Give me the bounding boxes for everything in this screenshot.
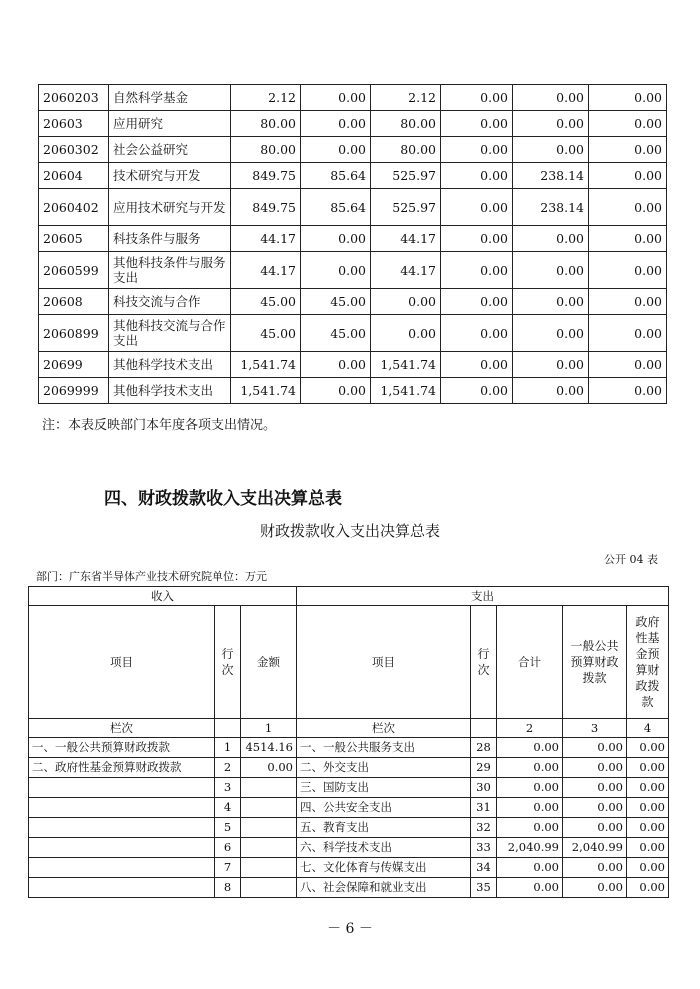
value-upper: 0.00 xyxy=(441,137,513,163)
table-row xyxy=(39,111,667,137)
expense-fund: 0.00 xyxy=(627,798,669,818)
table-row xyxy=(39,315,667,352)
expense-fund: 0.00 xyxy=(627,858,669,878)
item-name: 自然科学基金 xyxy=(109,85,231,111)
item-code: 2060302 xyxy=(39,137,109,163)
value-basic: 0.00 xyxy=(301,137,371,163)
item-code: 2060402 xyxy=(39,189,109,226)
item-code: 20605 xyxy=(39,226,109,252)
value-business: 238.14 xyxy=(513,189,589,226)
income-item: 二、政府性基金预算财政拨款 xyxy=(29,758,215,778)
expense-fund: 0.00 xyxy=(627,758,669,778)
value-other: 0.00 xyxy=(589,252,667,289)
table-row xyxy=(39,163,667,189)
table-row xyxy=(39,252,667,289)
value-upper: 0.00 xyxy=(441,111,513,137)
table-row xyxy=(39,137,667,163)
expense-item: 二、外交支出 xyxy=(297,758,471,778)
income-line: 4 xyxy=(215,798,241,818)
expenditure-detail-body xyxy=(39,85,667,404)
value-project: 0.00 xyxy=(371,315,441,352)
item-name: 其他科学技术支出 xyxy=(109,352,231,378)
expense-total: 0.00 xyxy=(497,818,563,838)
item-code: 20699 xyxy=(39,352,109,378)
income-amount: 0.00 xyxy=(241,758,297,778)
expense-fund: 0.00 xyxy=(627,878,669,898)
value-business: 0.00 xyxy=(513,315,589,352)
table-row xyxy=(29,878,669,898)
expense-line: 35 xyxy=(471,878,497,898)
income-line: 3 xyxy=(215,778,241,798)
value-other: 0.00 xyxy=(589,315,667,352)
value-basic: 0.00 xyxy=(301,378,371,404)
expense-line: 30 xyxy=(471,778,497,798)
expense-line-header: 行次 xyxy=(471,606,497,719)
value-basic: 45.00 xyxy=(301,289,371,315)
value-business: 0.00 xyxy=(513,85,589,111)
table-row xyxy=(29,738,669,758)
expense-total: 0.00 xyxy=(497,878,563,898)
value-project: 44.17 xyxy=(371,252,441,289)
value-other: 0.00 xyxy=(589,163,667,189)
value-upper: 0.00 xyxy=(441,85,513,111)
value-other: 0.00 xyxy=(589,189,667,226)
value-project: 1,541.74 xyxy=(371,378,441,404)
income-amount xyxy=(241,818,297,838)
value-business: 0.00 xyxy=(513,226,589,252)
income-amount xyxy=(241,858,297,878)
expense-general: 0.00 xyxy=(563,798,627,818)
value-upper: 0.00 xyxy=(441,226,513,252)
table-row xyxy=(39,352,667,378)
table-row xyxy=(39,189,667,226)
col-num-2: 2 xyxy=(497,719,563,738)
expense-total: 0.00 xyxy=(497,758,563,778)
expense-item: 八、社会保障和就业支出 xyxy=(297,878,471,898)
income-item xyxy=(29,798,215,818)
value-total: 1,541.74 xyxy=(231,352,301,378)
value-other: 0.00 xyxy=(589,137,667,163)
expense-line: 29 xyxy=(471,758,497,778)
value-project: 525.97 xyxy=(371,163,441,189)
value-business: 0.00 xyxy=(513,289,589,315)
value-upper: 0.00 xyxy=(441,315,513,352)
value-business: 0.00 xyxy=(513,137,589,163)
value-upper: 0.00 xyxy=(441,252,513,289)
item-name: 应用研究 xyxy=(109,111,231,137)
income-amount: 4514.16 xyxy=(241,738,297,758)
expense-item-header: 项目 xyxy=(297,606,471,719)
table-note: 注：本表反映部门本年度各项支出情况。 xyxy=(42,418,277,433)
expense-general: 0.00 xyxy=(563,778,627,798)
income-line: 6 xyxy=(215,838,241,858)
value-business: 238.14 xyxy=(513,163,589,189)
expense-item: 三、国防支出 xyxy=(297,778,471,798)
expense-general: 2,040.99 xyxy=(563,838,627,858)
income-header: 收入 xyxy=(29,587,297,606)
form-code: 公开 04 表 xyxy=(604,553,658,566)
income-amount xyxy=(241,798,297,818)
item-name: 其他科技条件与服务支出 xyxy=(109,252,231,289)
value-total: 44.17 xyxy=(231,226,301,252)
expense-general: 0.00 xyxy=(563,758,627,778)
income-line: 7 xyxy=(215,858,241,878)
income-item: 一、一般公共预算财政拨款 xyxy=(29,738,215,758)
item-code: 20608 xyxy=(39,289,109,315)
income-line-blank xyxy=(215,719,241,738)
expense-line: 33 xyxy=(471,838,497,858)
expense-total: 0.00 xyxy=(497,738,563,758)
income-item-header: 项目 xyxy=(29,606,215,719)
col-num-4: 4 xyxy=(627,719,669,738)
value-basic: 0.00 xyxy=(301,252,371,289)
item-name: 应用技术研究与开发 xyxy=(109,189,231,226)
income-amount-header: 金额 xyxy=(241,606,297,719)
expense-line: 28 xyxy=(471,738,497,758)
value-project: 0.00 xyxy=(371,289,441,315)
value-project: 525.97 xyxy=(371,189,441,226)
item-name: 其他科学技术支出 xyxy=(109,378,231,404)
expense-general: 0.00 xyxy=(563,738,627,758)
value-basic: 85.64 xyxy=(301,163,371,189)
table-row xyxy=(39,289,667,315)
value-total: 1,541.74 xyxy=(231,378,301,404)
department-unit-line: 部门：广东省半导体产业技术研究院单位：万元 xyxy=(36,570,267,583)
expense-item: 四、公共安全支出 xyxy=(297,798,471,818)
value-other: 0.00 xyxy=(589,226,667,252)
value-business: 0.00 xyxy=(513,378,589,404)
expense-item: 一、一般公共服务支出 xyxy=(297,738,471,758)
expense-item: 六、科学技术支出 xyxy=(297,838,471,858)
value-upper: 0.00 xyxy=(441,378,513,404)
value-business: 0.00 xyxy=(513,111,589,137)
item-code: 2069999 xyxy=(39,378,109,404)
table-title: 财政拨款收入支出决算总表 xyxy=(259,522,440,540)
expense-general: 0.00 xyxy=(563,858,627,878)
expense-fund: 0.00 xyxy=(627,738,669,758)
table-row xyxy=(29,758,669,778)
page-number: － 6 － xyxy=(327,921,373,937)
table-row xyxy=(29,858,669,878)
table-row xyxy=(29,818,669,838)
expense-line: 32 xyxy=(471,818,497,838)
table-row xyxy=(29,778,669,798)
value-basic: 45.00 xyxy=(301,315,371,352)
section-heading: 四、财政拨款收入支出决算总表 xyxy=(104,489,342,509)
value-project: 1,541.74 xyxy=(371,352,441,378)
item-name: 其他科技交流与合作支出 xyxy=(109,315,231,352)
expense-header: 支出 xyxy=(297,587,669,606)
income-item xyxy=(29,878,215,898)
value-basic: 0.00 xyxy=(301,352,371,378)
income-item xyxy=(29,818,215,838)
item-name: 社会公益研究 xyxy=(109,137,231,163)
expense-line: 31 xyxy=(471,798,497,818)
item-name: 技术研究与开发 xyxy=(109,163,231,189)
item-code: 2060203 xyxy=(39,85,109,111)
value-basic: 85.64 xyxy=(301,189,371,226)
value-upper: 0.00 xyxy=(441,189,513,226)
col-num-1: 1 xyxy=(241,719,297,738)
value-business: 0.00 xyxy=(513,252,589,289)
value-upper: 0.00 xyxy=(441,163,513,189)
expense-fund: 0.00 xyxy=(627,778,669,798)
value-total: 849.75 xyxy=(231,163,301,189)
value-upper: 0.00 xyxy=(441,352,513,378)
expense-total: 2,040.99 xyxy=(497,838,563,858)
item-name: 科技交流与合作 xyxy=(109,289,231,315)
income-line: 5 xyxy=(215,818,241,838)
fund-budget-header: 政府性基金预算财政拨款 xyxy=(627,606,669,719)
income-line: 8 xyxy=(215,878,241,898)
table-row xyxy=(39,85,667,111)
value-total: 2.12 xyxy=(231,85,301,111)
item-code: 20604 xyxy=(39,163,109,189)
expense-item: 七、文化体育与传媒支出 xyxy=(297,858,471,878)
value-total: 849.75 xyxy=(231,189,301,226)
income-item xyxy=(29,858,215,878)
value-total: 45.00 xyxy=(231,315,301,352)
income-amount xyxy=(241,778,297,798)
item-code: 20603 xyxy=(39,111,109,137)
value-business: 0.00 xyxy=(513,352,589,378)
value-other: 0.00 xyxy=(589,289,667,315)
value-project: 44.17 xyxy=(371,226,441,252)
value-other: 0.00 xyxy=(589,85,667,111)
col-num-3: 3 xyxy=(563,719,627,738)
expense-row-label: 栏次 xyxy=(297,719,471,738)
value-project: 80.00 xyxy=(371,111,441,137)
expense-line: 34 xyxy=(471,858,497,878)
income-row-label: 栏次 xyxy=(29,719,215,738)
general-budget-header: 一般公共预算财政拨款 xyxy=(563,606,627,719)
expense-total-header: 合计 xyxy=(497,606,563,719)
item-name: 科技条件与服务 xyxy=(109,226,231,252)
expense-general: 0.00 xyxy=(563,818,627,838)
expense-fund: 0.00 xyxy=(627,838,669,858)
item-code: 2060599 xyxy=(39,252,109,289)
expense-line-blank xyxy=(471,719,497,738)
value-total: 44.17 xyxy=(231,252,301,289)
income-amount xyxy=(241,878,297,898)
value-basic: 0.00 xyxy=(301,226,371,252)
value-total: 80.00 xyxy=(231,111,301,137)
table-row xyxy=(39,378,667,404)
income-line: 1 xyxy=(215,738,241,758)
value-project: 2.12 xyxy=(371,85,441,111)
income-amount xyxy=(241,838,297,858)
value-total: 80.00 xyxy=(231,137,301,163)
expenditure-detail-table xyxy=(38,84,667,404)
value-other: 0.00 xyxy=(589,352,667,378)
expense-general: 0.00 xyxy=(563,878,627,898)
table-row xyxy=(39,226,667,252)
value-project: 80.00 xyxy=(371,137,441,163)
income-line: 2 xyxy=(215,758,241,778)
value-other: 0.00 xyxy=(589,378,667,404)
value-basic: 0.00 xyxy=(301,85,371,111)
expense-total: 0.00 xyxy=(497,778,563,798)
value-other: 0.00 xyxy=(589,111,667,137)
table-row xyxy=(29,838,669,858)
expense-total: 0.00 xyxy=(497,858,563,878)
expense-fund: 0.00 xyxy=(627,818,669,838)
expense-item: 五、教育支出 xyxy=(297,818,471,838)
value-total: 45.00 xyxy=(231,289,301,315)
value-upper: 0.00 xyxy=(441,289,513,315)
fiscal-summary-table xyxy=(28,586,669,898)
table-row xyxy=(29,798,669,818)
income-item xyxy=(29,778,215,798)
item-code: 2060899 xyxy=(39,315,109,352)
value-basic: 0.00 xyxy=(301,111,371,137)
income-line-header: 行次 xyxy=(215,606,241,719)
expense-total: 0.00 xyxy=(497,798,563,818)
income-item xyxy=(29,838,215,858)
